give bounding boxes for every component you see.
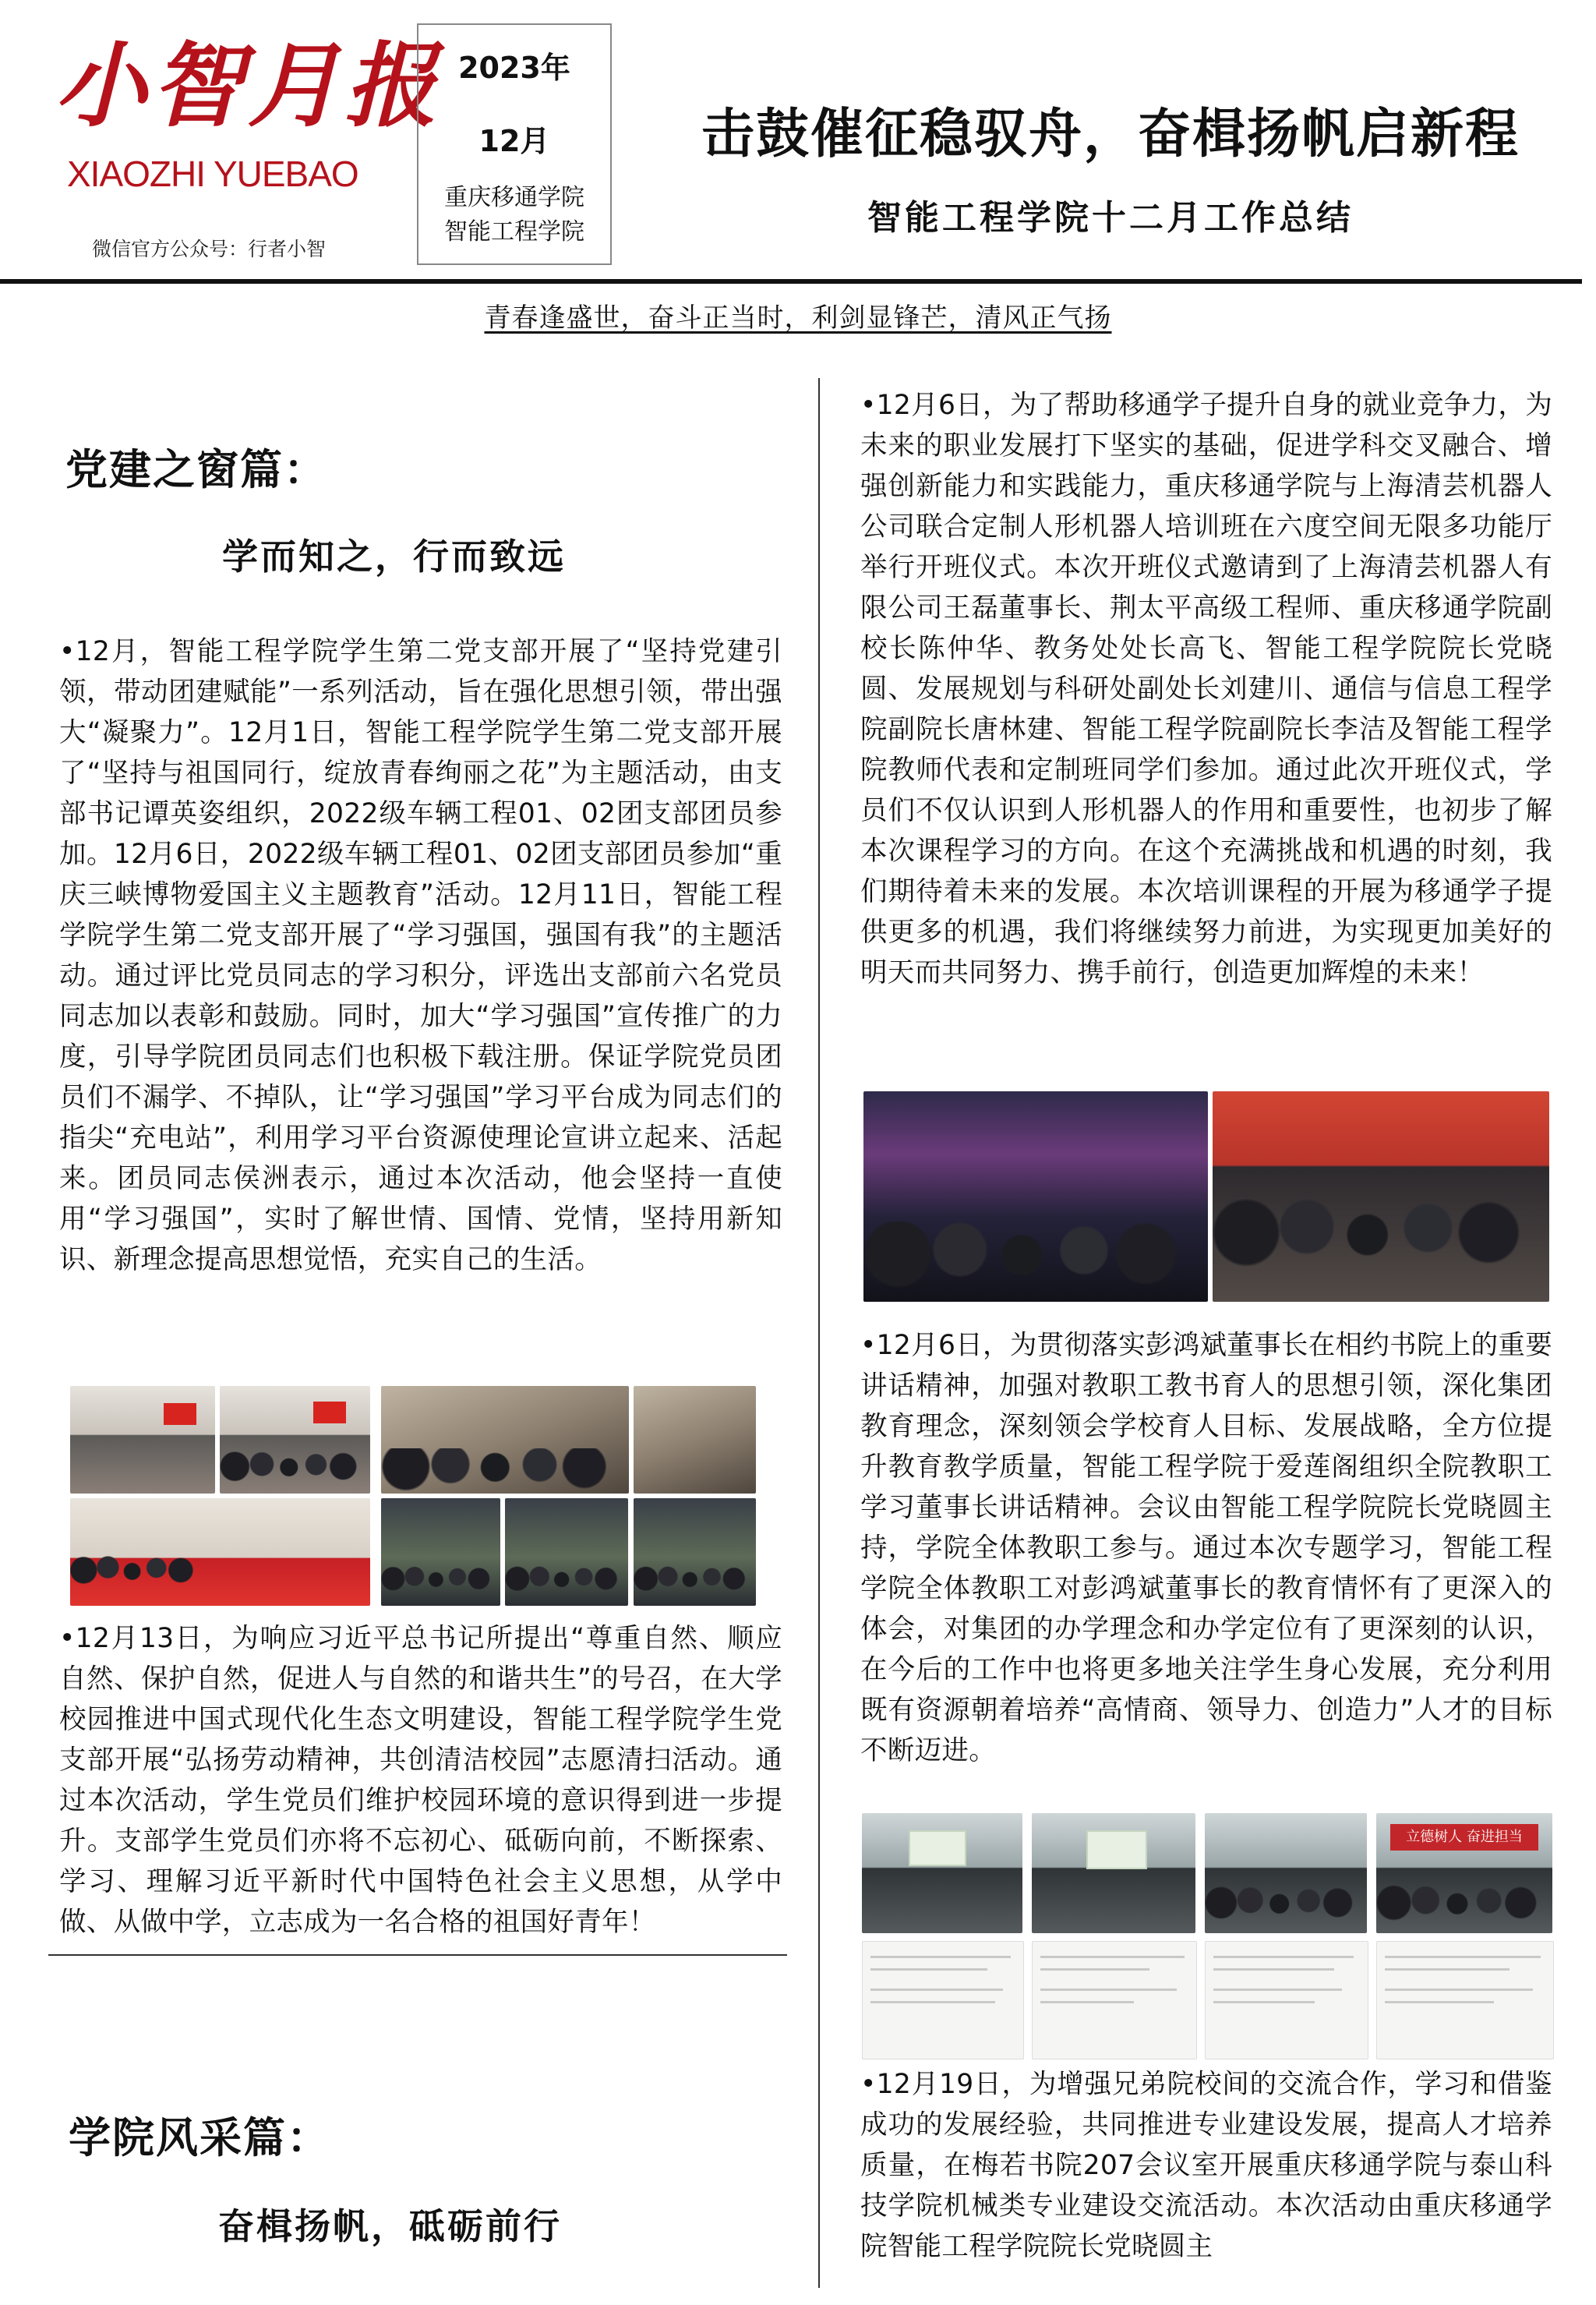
column-divider [818,378,820,2288]
photo-opening-ceremony-hall [863,1091,1208,1302]
photo-museum-visit-1 [381,1386,629,1494]
people-silhouettes [634,1561,756,1606]
motto: 青春逢盛世，奋斗正当时，利剑显锋芒，清风正气扬 [484,302,1112,334]
news-paragraph-staff-study: •12月6日，为贯彻落实彭鸿斌董事长在相约书院上的重要讲话精神，加强对教职工教书育人的思想引领，深化集团教育理念，深刻领会学校育人目标、发展战略，全方位提升教育教学质量，智能工程学院于爱莲阁组织全院教职工学习董事长讲话精神。会议由智能工程学院院长党晓圆主持，学院全体教职工参与。通过本次专题学习，智能工程学院全体教职工对彭鸿斌董事长的教育情怀有了更深入的体会，对集团的办学理念和办学定位有了更深刻的认识，在今后的工作中也将更多地关注学生身心发展，充分利用既有资源朝着培养“高情商、领导力、创造力”人才的目标不断迈进。 [860,1330,1552,1766]
org-line-2: 智能工程学院 [444,218,584,246]
party-paragraph-2: •12月13日，为响应习近平总书记所提出“尊重自然、顺应自然、保护自然，促进人与自然的和谐共生”的号召，在大学校园推进中国式现代化生态文明建设，智能工程学院学生党支部开展“弘扬劳动精神，共创清洁校园”志愿清扫活动。通过本次活动，学生党员们维护校园环境的意识得到进一步提升。支部学生党员们亦将不忘初心、砥砺向前，不断探索、学习、理解习近平新时代中国特色社会主义思想，从学中做、从做中学，立志成为一名合格的祖国好青年！ [59,1623,782,1938]
photo-staff-meeting-4 [1376,1813,1552,1933]
party-paragraph-1: •12月，智能工程学院学生第二党支部开展了“坚持党建引领，带动团建赋能”一系列活动，旨在强化思想引领，带出强大“凝聚力”。12月1日，智能工程学院学生第二党支部开展了“坚持与祖国同行，绽放青春绚丽之花”为主题活动，由支部书记谭英姿组织，2022级车辆工程01、02团支部团员参加。12月6日，2022级车辆工程01、02团支部团员参加“重庆三峡博物爱国主义主题教育”活动。12月11日，智能工程学院学生第二党支部开展了“学习强国，强国有我”的主题活动。通过评比党员同志的学习积分，评选出支部前六名党员同志加以表彰和鼓励。同时，加大“学习强国”宣传推广的力度，引导学院团员同志们也积极下载注册。保证学院党员团员们不漏学、不掉队，让“学习强国”学习平台成为同志们的指尖“充电站”，利用学习平台资源使理论宣讲立起来、活起来。团员同志侯洲表示，通过本次活动，他会坚持一直使用“学习强国”，实时了解世情、国情、党情，坚持用新知识、新理念提高思想觉悟，充实自己的生活。 [59,636,782,1275]
issue-month: 12月 [478,124,550,158]
headline: 击鼓催征稳驭舟，奋楫扬帆启新程 [701,104,1520,165]
person-silhouette [70,1547,205,1606]
issue-date-box [417,23,612,265]
logo-chinese: 小智月报 [55,31,442,140]
guest-silhouettes [1213,1186,1549,1303]
photo-staff-meeting-3 [1205,1813,1367,1933]
photo-staff-meeting-1 [862,1813,1022,1933]
org-line-1: 重庆移通学院 [444,184,584,211]
section-subtitle-college: 奋楫扬帆，砥砺前行 [218,2205,562,2247]
people-silhouettes [381,1448,629,1494]
photo-museum-visit-2 [634,1386,756,1494]
photo-opening-ceremony-guests [1213,1091,1549,1302]
audience-silhouettes [863,1221,1208,1302]
news-paragraph-robot-class: •12月6日，为了帮助移通学子提升自身的就业竞争力，为未来的职业发展打下坚实的基础，促进学科交叉融合、增强创新能力和实践能力，重庆移通学院与上海清芸机器人公司联合定制人形机器人培训班在六度空间无限多功能厅举行开班仪式。本次开班仪式邀请到了上海清芸机器人有限公司王磊董事长、荆太平高级工程师、重庆移通学院副校长陈仲华、教务处处长高飞、智能工程学院院长党晓圆、发展规划与科研处副处长刘建川、通信与信息工程学院副院长唐林建、智能工程学院副院长李洁及智能工程学院教师代表和定制班同学们参加。通过此次开班仪式，学员们不仅认识到人形机器人的作用和重要性，也初步了解本次课程学习的方向。在这个充满挑战和机遇的时刻，我们期待着未来的发展。本次培训课程的开展为移通学子提供更多的机遇，我们将继续努力前进，为实现更加美好的明天而共同努力、携手前行，创造更加辉煌的未来！ [860,390,1552,988]
photo-party-meeting-2 [220,1386,370,1494]
photo-party-meeting-1 [70,1386,215,1494]
projector-screen [1086,1830,1147,1869]
issuer-org [418,181,610,249]
attendee-silhouettes [1376,1883,1552,1933]
news-clipping-3 [1205,1941,1368,2059]
news-clipping-2 [1032,1941,1197,2059]
issue-year: 2023年 [458,51,570,85]
photo-study-session [70,1498,370,1606]
people-silhouettes [505,1561,628,1606]
projector-screen [909,1830,966,1866]
people-silhouettes [381,1561,500,1606]
flag-icon [313,1402,346,1423]
section-subtitle-party: 学而知之，行而致远 [222,536,566,578]
photo-group-3 [634,1498,756,1606]
section-separator [48,1954,787,1956]
photo-group-2 [505,1498,628,1606]
section-title-party: 党建之窗篇： [65,445,327,494]
wechat-account: 微信官方公众号：行者小智 [92,238,327,260]
people-silhouettes [220,1448,370,1494]
attendee-silhouettes [1205,1883,1367,1933]
news-clipping-4 [1376,1941,1554,2059]
masthead-rule [0,279,1582,284]
subheadline: 智能工程学院十二月工作总结 [867,198,1354,238]
news-paragraph-exchange: •12月19日，为增强兄弟院校间的交流合作，学习和借鉴成功的发展经验，共同推进专业建设发展，提高人才培养质量，在梅若书院207会议室开展重庆移通学院与泰山科技学院机械类专业建设交流活动。本次活动由重庆移通学院智能工程学院院长党晓圆主 [860,2069,1552,2262]
logo-english: XIAOZHI YUEBAO [67,154,358,194]
news-clipping-1 [862,1941,1024,2059]
meeting-banner: 立德树人 奋进担当 [1390,1824,1538,1851]
section-title-college: 学院风采篇： [69,2113,330,2162]
photo-group-1 [381,1498,500,1606]
photo-staff-meeting-2 [1032,1813,1195,1933]
flag-icon [164,1403,196,1425]
